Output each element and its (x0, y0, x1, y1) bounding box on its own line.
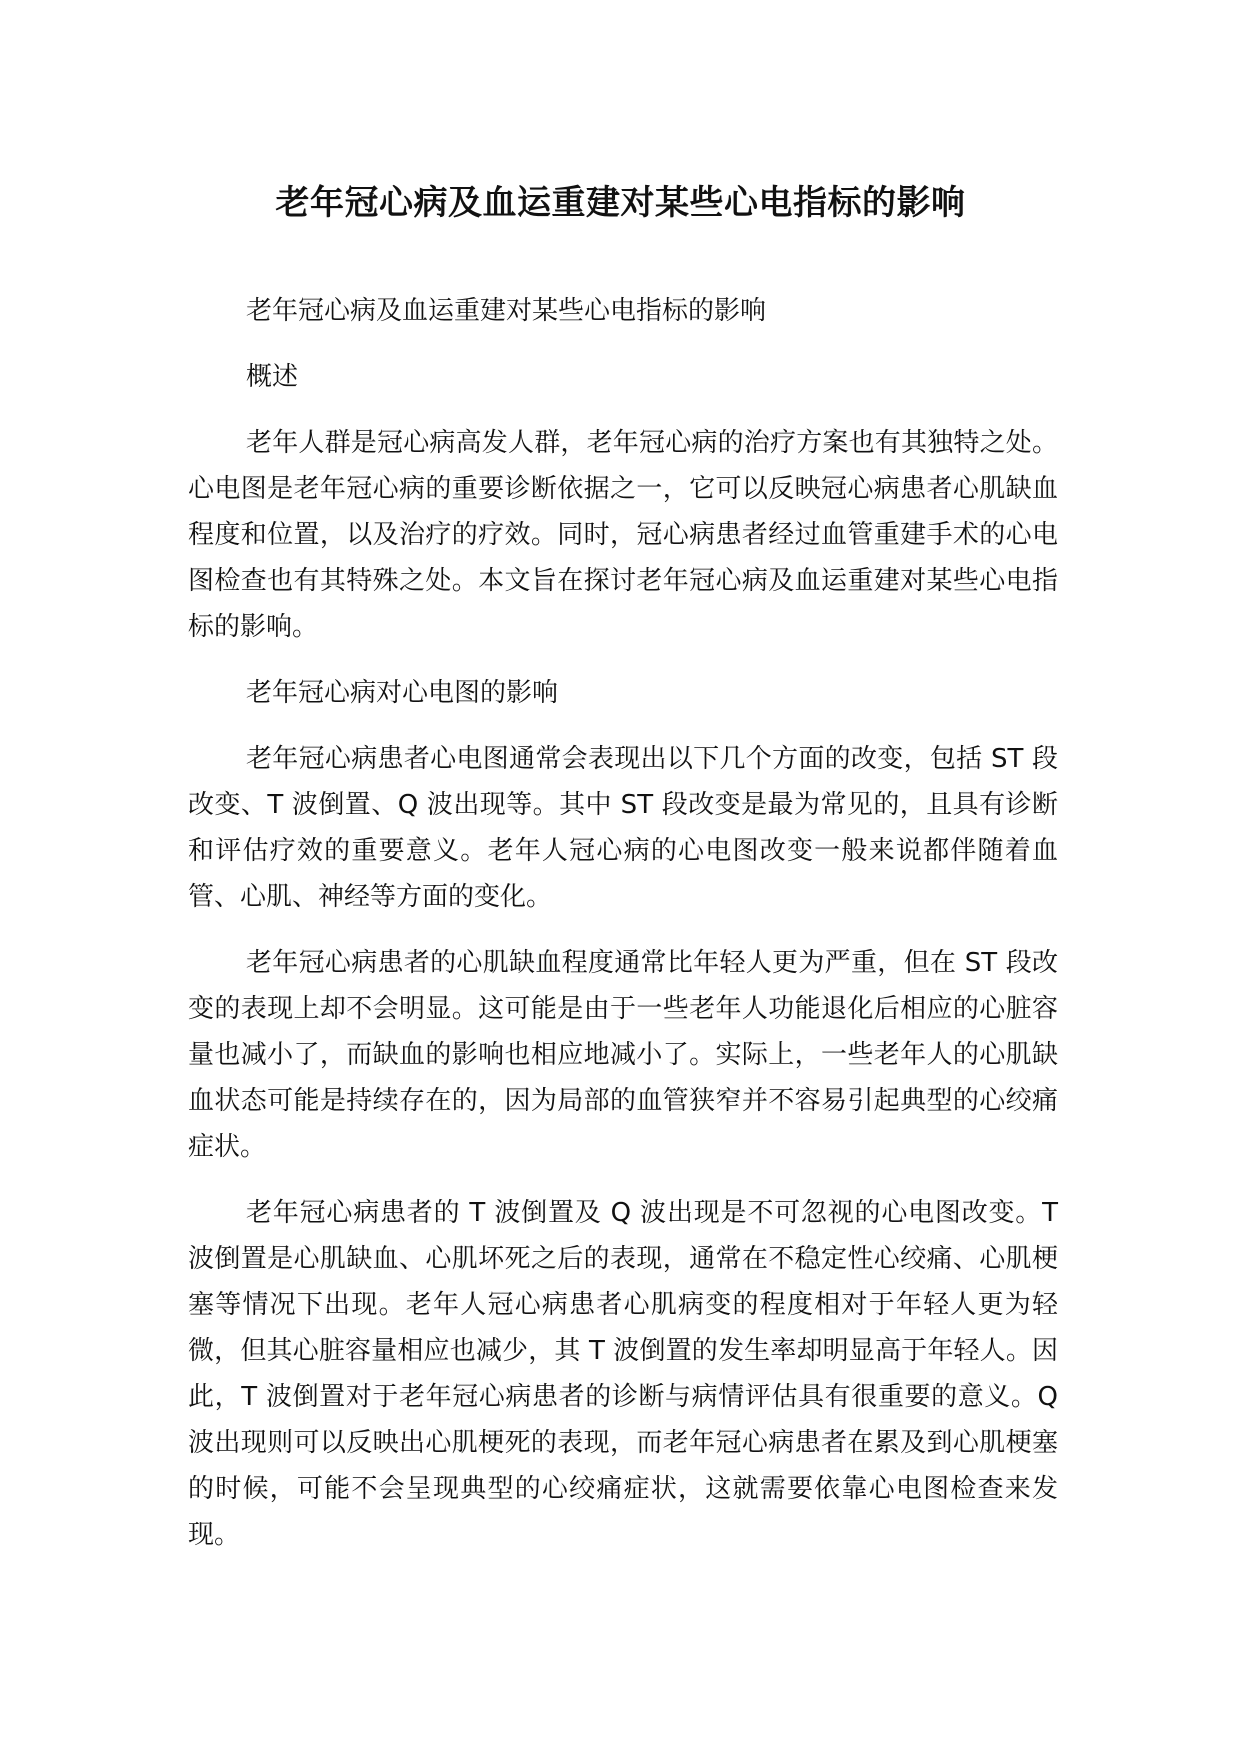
body-paragraph: 老年人群是冠心病高发人群，老年冠心病的治疗方案也有其独特之处。心电图是老年冠心病的重要诊断依据之一，它可以反映冠心病患者心肌缺血程度和位置，以及治疗的疗效。同时，冠心病患者经过血管重建手术的心电图检查也有其特殊之处。本文旨在探讨老年冠心病及血运重建对某些心电指标的影响。 (188, 428, 1058, 642)
document-body (188, 288, 1058, 1578)
subtitle-paragraph: 老年冠心病及血运重建对某些心电指标的影响 (246, 296, 767, 326)
body-paragraph: 老年冠心病患者的心肌缺血程度通常比年轻人更为严重，但在 ST 段改变的表现上却不会明显。这可能是由于一些老年人功能退化后相应的心脏容量也减小了，而缺血的影响也相应地减小了。实际上，一些老年人的心肌缺血状态可能是持续存在的，因为局部的血管狭窄并不容易引起典型的心绞痛症状。 (188, 948, 1058, 1162)
body-paragraph: 老年冠心病患者的 T 波倒置及 Q 波出现是不可忽视的心电图改变。T 波倒置是心肌缺血、心肌坏死之后的表现，通常在不稳定性心绞痛、心肌梗塞等情况下出现。老年人冠心病患者心肌病变的程度相对于年轻人更为轻微，但其心脏容量相应也减少，其 T 波倒置的发生率却明显高于年轻人。因此，T 波倒置对于老年冠心病患者的诊断与病情评估具有很重要的意义。Q 波出现则可以反映出心肌梗死的表现，而老年冠心病患者在累及到心肌梗塞的时候，可能不会呈现典型的心绞痛症状，这就需要依靠心电图检查来发现。 (188, 1198, 1058, 1550)
body-paragraph: 老年冠心病患者心电图通常会表现出以下几个方面的改变，包括 ST 段改变、T 波倒置、Q 波出现等。其中 ST 段改变是最为常见的，且具有诊断和评估疗效的重要意义。老年人冠心病的心电图改变一般来说都伴随着血管、心肌、神经等方面的变化。 (188, 744, 1058, 912)
section-heading-overview: 概述 (246, 362, 299, 392)
document-title: 老年冠心病及血运重建对某些心电指标的影响 (275, 183, 966, 223)
section-heading-ecg-effects: 老年冠心病对心电图的影响 (246, 678, 559, 708)
